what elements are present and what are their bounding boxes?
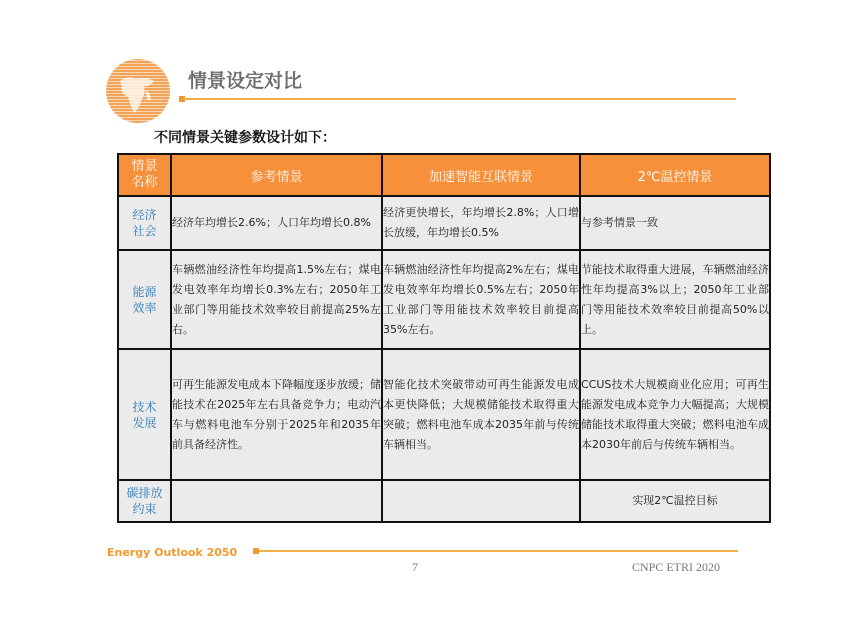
row-label-economy [118, 196, 171, 250]
table-row [118, 349, 770, 480]
row-label-line: 社会 [132, 224, 157, 238]
row-label-technology [118, 349, 171, 480]
page-title: 情景设定对比 [188, 70, 303, 92]
table-cell: CCUS技术大规模商业化应用；可再生能源发电成本竞争力大幅提高；大规模储能技术取得重大突破；燃料电池车成本2030年前后与传统车辆相当。 [580, 349, 770, 480]
table-cell: 车辆燃油经济性年均提高1.5%左右；煤电发电效率年均增长0.3%左右；2050年工业部门等用能技术效率较目前提高25%左右。 [171, 250, 382, 349]
column-header-reference: 参考情景 [171, 154, 382, 196]
row-label-line: 发展 [132, 415, 157, 430]
footer-organization: CNPC ETRI 2020 [632, 560, 721, 574]
table-cell: 与参考情景一致 [580, 196, 770, 250]
footer-brand: Energy Outlook 2050 [107, 546, 238, 559]
header-line: 情景 [131, 159, 158, 174]
row-label-carbon-constraint [118, 480, 171, 522]
table-row [118, 480, 770, 522]
table-cell: 经济年均增长2.6%；人口年均增长0.8% [171, 196, 382, 250]
page-number: 7 [412, 560, 418, 574]
table-cell: 实现2℃温控目标 [580, 480, 770, 522]
table-cell: 智能化技术突破带动可再生能源发电成本更快降低；大规模储能技术取得重大突破；燃料电池车成本2035年前与传统车辆相当。 [382, 349, 580, 480]
table-cell: 经济更快增长，年均增长2.8%；人口增长放缓，年均增长0.5% [382, 196, 580, 250]
title-divider [184, 98, 736, 100]
table-cell: 可再生能源发电成本下降幅度逐步放缓；储能技术在2025年左右具备竞争力；电动汽车与燃料电池车分别于2025年和2035年前具备经济性。 [171, 349, 382, 480]
globe-icon [106, 59, 170, 123]
row-label-line: 效率 [132, 300, 157, 315]
column-header-2c-control: 2℃温控情景 [580, 154, 770, 196]
table-cell [171, 480, 382, 522]
table-header-row [118, 154, 770, 196]
table-cell [382, 480, 580, 522]
table-row [118, 196, 770, 250]
row-label-line: 能源 [132, 284, 157, 299]
table-cell: 车辆燃油经济性年均提高2%左右；煤电发电效率年均增长0.5%左右；2050年工业部门等用能技术效率较目前提高35%左右。 [382, 250, 580, 349]
footer-divider [259, 550, 738, 552]
row-label-line: 约束 [132, 502, 157, 516]
scenario-comparison-table [117, 153, 771, 523]
column-header-accelerated-smart: 加速智能互联情景 [382, 154, 580, 196]
table-cell: 节能技术取得重大进展，车辆燃油经济性年均提高3%以上；2050年工业部门等用能技术效率较目前提高50%以上。 [580, 250, 770, 349]
row-label-line: 碳排放 [126, 486, 163, 500]
section-subtitle: 不同情景关键参数设计如下： [154, 130, 336, 146]
header-line: 名称 [131, 175, 158, 190]
row-label-line: 经济 [132, 208, 157, 222]
column-header-scenario-name [118, 154, 171, 196]
table-row [118, 250, 770, 349]
row-label-line: 技术 [132, 399, 157, 414]
row-label-energy-efficiency [118, 250, 171, 349]
